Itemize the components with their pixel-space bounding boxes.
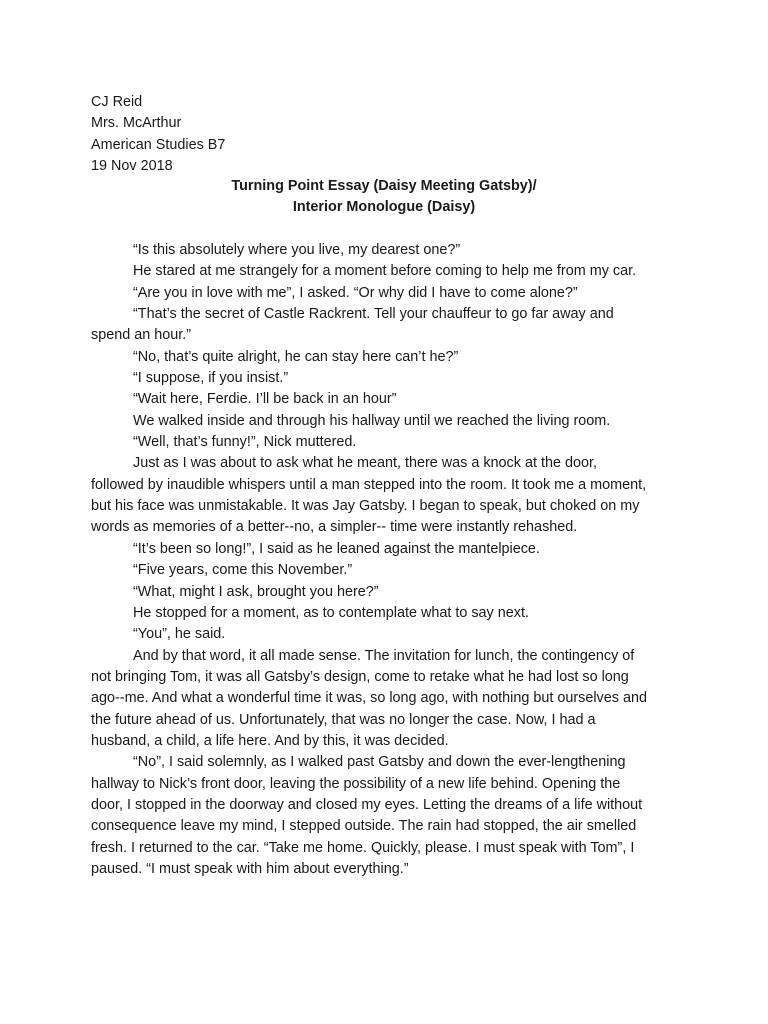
course-name: American Studies B7	[91, 136, 226, 153]
essay-line: consequence leave my mind, I stepped outside. The rain had stopped, the air smelled	[91, 818, 637, 835]
essay-line: “Are you in love with me”, I asked. “Or why did I have to come alone?”	[133, 284, 578, 301]
essay-line: ago--me. And what a wonderful time it was, so long ago, with nothing but ourselves and	[91, 690, 647, 707]
essay-line: “It’s been so long!”, I said as he leaned against the mantelpiece.	[133, 540, 540, 557]
essay-line: followed by inaudible whispers until a man stepped into the room. It took me a moment,	[91, 476, 647, 493]
essay-title-line-2: Interior Monologue (Daisy)	[292, 199, 476, 216]
essay-body	[91, 240, 681, 880]
essay-line: paused. “I must speak with him about everything.”	[91, 860, 409, 877]
essay-line: He stopped for a moment, as to contemplate what to say next.	[133, 604, 529, 621]
essay-line: “Five years, come this November.”	[133, 562, 353, 579]
essay-line: words as memories of a better--no, a simpler-- time were instantly rehashed.	[91, 519, 578, 536]
essay-line: He stared at me strangely for a moment before coming to help me from my car.	[133, 263, 637, 280]
essay-line: “I suppose, if you insist.”	[133, 370, 289, 387]
essay-line: husband, a child, a life here. And by this, it was decided.	[91, 732, 449, 749]
essay-line: “Wait here, Ferdie. I’ll be back in an hour”	[133, 391, 397, 408]
essay-line: the future ahead of us. Unfortunately, that was no longer the case. Now, I had a	[91, 711, 596, 728]
essay-line: We walked inside and through his hallway until we reached the living room.	[133, 412, 611, 429]
document-header	[91, 92, 225, 177]
essay-title-line-1: Turning Point Essay (Daisy Meeting Gatsby)/	[231, 178, 537, 194]
essay-line: “Is this absolutely where you live, my dearest one?”	[133, 242, 461, 258]
essay-title	[0, 176, 768, 219]
essay-line: “You”, he said.	[133, 626, 226, 643]
essay-line: “Well, that’s funny!”, Nick muttered.	[133, 434, 357, 451]
essay-line: “That’s the secret of Castle Rackrent. Tell your chauffeur to go far away and	[133, 306, 614, 323]
essay-line: fresh. I returned to the car. “Take me home. Quickly, please. I must speak with Tom”, I	[91, 839, 635, 856]
essay-line: “What, might I ask, brought you here?”	[133, 583, 379, 600]
document-date: 19 Nov 2018	[91, 157, 173, 174]
essay-line: spend an hour.”	[91, 327, 192, 344]
essay-line: Just as I was about to ask what he meant, there was a knock at the door,	[133, 455, 597, 472]
teacher-name: Mrs. McArthur	[91, 115, 182, 132]
essay-line: door, I stopped in the doorway and closed my eyes. Letting the dreams of a life without	[91, 796, 643, 813]
essay-line: And by that word, it all made sense. The invitation for lunch, the contingency of	[133, 647, 635, 664]
author-name: CJ Reid	[91, 94, 143, 110]
essay-line: but his face was unmistakable. It was Jay Gatsby. I began to speak, but choked on my	[91, 498, 640, 515]
essay-line: “No, that’s quite alright, he can stay here can’t he?”	[133, 348, 459, 365]
essay-line: hallway to Nick’s front door, leaving the possibility of a new life behind. Opening the	[91, 775, 621, 792]
essay-line: “No”, I said solemnly, as I walked past Gatsby and down the ever-lengthening	[133, 754, 626, 771]
essay-line: not bringing Tom, it was all Gatsby’s design, come to retake what he had lost so long	[91, 668, 629, 685]
